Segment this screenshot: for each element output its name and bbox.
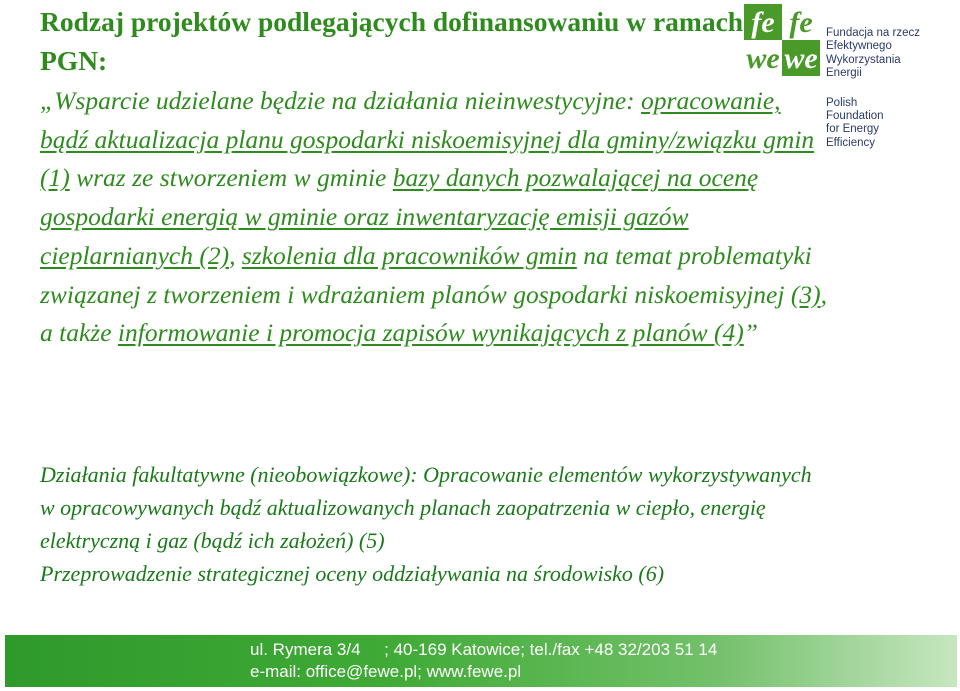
organization-name-polish [826, 27, 956, 81]
org-en-line: Foundation [826, 110, 884, 123]
main-text-connector-4: , a także [40, 279, 827, 348]
organization-name-english [826, 97, 956, 151]
org-pl-line: Wykorzystania [826, 53, 901, 66]
footer-address: ul. Rymera 3/4 ; 40-169 Katowice; tel./fax +48 32/203 51 14 [250, 640, 718, 659]
optional-action-5: Działania fakultatywne (nieobowiązkowe): Opracowanie elementów wykorzystywanych w opracowywanych bądź aktualizowanych planach zaopatrzenia w ciepło, energię elektryczną i gaz (bądź ich założeń) (5) [40, 462, 812, 553]
org-pl-line: Efektywnego [826, 40, 892, 53]
optional-action-6: Przeprowadzenie strategicznej oceny oddziaływania na środowisko (6) [40, 561, 665, 586]
item-1-plan: opracowanie, bądź aktualizacja planu gospodarki niskoemisyjnej dla gminy/związku gmin (1) [40, 86, 815, 193]
organization-name [826, 27, 956, 150]
main-text-connector-1: wraz ze stworzeniem w gminie [69, 163, 393, 193]
slide-title: Rodzaj projektów podlegających dofinansowaniu w ramach PGN: [40, 6, 744, 76]
org-en-line: for Energy [826, 123, 880, 136]
optional-actions [40, 458, 830, 590]
main-text-connector-2: , [229, 240, 242, 270]
fewe-logo-icon [740, 2, 824, 78]
close-quote: ” [743, 318, 758, 348]
org-pl-line: Fundacja na rzecz [826, 27, 920, 39]
main-text-intro: Wsparcie udzielane będzie na działania nieinwestycyjne: [54, 86, 642, 115]
logo-mark-top: fe [751, 6, 775, 39]
item-3-number: (3) [790, 279, 821, 309]
main-description [40, 82, 830, 353]
contact-footer [5, 635, 957, 687]
org-en-line: Efficiency [826, 136, 876, 149]
item-2-database: bazy danych pozwalającej na ocenę gospodarki energią w gminie oraz inwentaryzację emisji gazów cieplarnianych (2) [40, 163, 759, 270]
org-pl-line: Energii [826, 67, 862, 80]
logo-mark-top-right: fe [789, 6, 813, 39]
main-text-connector-3: na temat problematyki związanej z tworzeniem i wdrażaniem planów gospodarki niskoemisyjnej [40, 240, 812, 309]
item-3-training: szkolenia dla pracowników gmin [241, 240, 577, 270]
item-4-promotion: informowanie i promocja zapisów wynikających z planów (4) [117, 318, 744, 348]
logo-mark-bottom: we [784, 42, 818, 75]
footer-email-website: e-mail: office@fewe.pl; www.fewe.pl [250, 662, 522, 681]
open-quote: „ [40, 86, 55, 115]
org-en-line: Polish [826, 96, 858, 109]
logo-mark-bottom-left: we [746, 42, 780, 75]
